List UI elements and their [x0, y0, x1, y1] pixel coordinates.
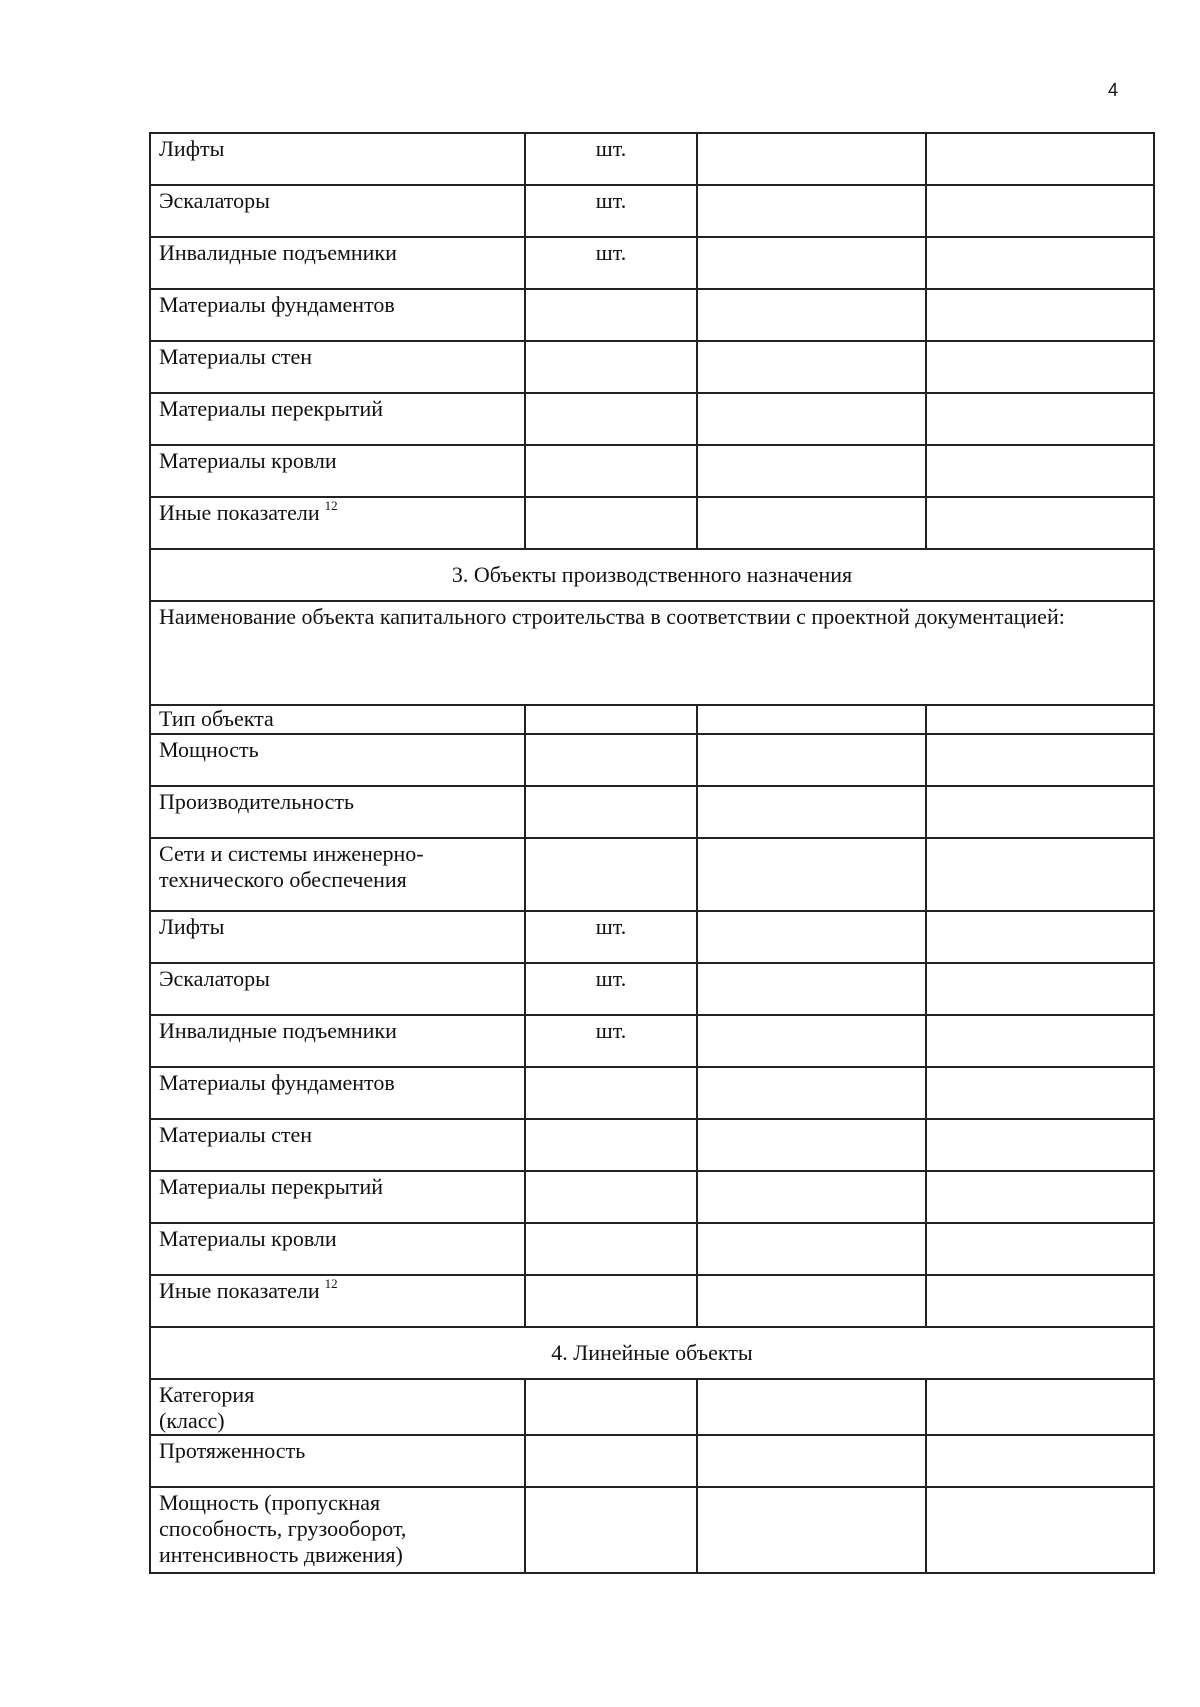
table-row — [151, 1120, 1155, 1172]
row-label: Сети и системы инженерно- — [159, 841, 424, 866]
value-cell[interactable] — [698, 290, 927, 340]
unit-cell — [526, 1380, 698, 1434]
value-cell[interactable] — [927, 787, 1155, 837]
value-cell[interactable] — [927, 446, 1155, 496]
row-label: Мощность — [151, 735, 526, 785]
row-label: Тип объекта — [151, 706, 526, 733]
value-cell[interactable] — [927, 706, 1155, 733]
footnote-mark: 12 — [324, 1276, 338, 1291]
unit-cell — [526, 1488, 698, 1572]
section-header-row — [151, 550, 1155, 602]
table-row — [151, 394, 1155, 446]
table-row — [151, 706, 1155, 735]
table-row — [151, 446, 1155, 498]
value-cell[interactable] — [927, 186, 1155, 236]
unit-cell — [526, 787, 698, 837]
row-label: Производительность — [151, 787, 526, 837]
table-row — [151, 912, 1155, 964]
unit-cell: шт. — [526, 912, 698, 962]
row-label: Категория — [159, 1382, 255, 1407]
row-label: Материалы фундаментов — [151, 1068, 526, 1118]
value-cell[interactable] — [927, 735, 1155, 785]
value-cell[interactable] — [698, 839, 927, 910]
row-label: Материалы кровли — [151, 1224, 526, 1274]
value-cell[interactable] — [927, 1172, 1155, 1222]
value-cell[interactable] — [927, 1120, 1155, 1170]
unit-cell: шт. — [526, 186, 698, 236]
value-cell[interactable] — [698, 1436, 927, 1486]
footnote-mark: 12 — [324, 498, 338, 513]
object-name-cell[interactable] — [151, 602, 1155, 704]
value-cell[interactable] — [927, 394, 1155, 444]
table-row — [151, 238, 1155, 290]
table-row — [151, 1436, 1155, 1488]
table-row — [151, 134, 1155, 186]
section-header-row — [151, 1328, 1155, 1380]
value-cell[interactable] — [698, 1380, 927, 1434]
unit-cell — [526, 290, 698, 340]
unit-cell: шт. — [526, 134, 698, 184]
unit-cell — [526, 1436, 698, 1486]
table-row — [151, 498, 1155, 550]
object-name-row — [151, 602, 1155, 706]
row-label: Эскалаторы — [151, 964, 526, 1014]
table-row — [151, 1380, 1155, 1436]
table-row — [151, 1224, 1155, 1276]
unit-cell — [526, 1276, 698, 1326]
unit-cell: шт. — [526, 964, 698, 1014]
indicators-table — [149, 132, 1155, 1574]
row-label: Материалы перекрытий — [151, 394, 526, 444]
row-label: Лифты — [151, 134, 526, 184]
value-cell[interactable] — [698, 134, 927, 184]
value-cell[interactable] — [698, 787, 927, 837]
value-cell[interactable] — [698, 1068, 927, 1118]
unit-cell — [526, 839, 698, 910]
value-cell[interactable] — [698, 1276, 927, 1326]
value-cell[interactable] — [698, 706, 927, 733]
value-cell[interactable] — [927, 912, 1155, 962]
table-row — [151, 964, 1155, 1016]
value-cell[interactable] — [927, 1016, 1155, 1066]
value-cell[interactable] — [927, 238, 1155, 288]
row-label: Эскалаторы — [151, 186, 526, 236]
section-title: 3. Объекты производственного назначения — [151, 550, 1155, 600]
unit-cell — [526, 1172, 698, 1222]
value-cell[interactable] — [698, 912, 927, 962]
value-cell[interactable] — [698, 1016, 927, 1066]
row-label: Иные показатели — [159, 500, 320, 525]
object-name-label: Наименование объекта капитального строительства в соответствии с проектной — [159, 604, 910, 629]
value-cell[interactable] — [698, 342, 927, 392]
value-cell[interactable] — [927, 1224, 1155, 1274]
unit-cell — [526, 735, 698, 785]
value-cell[interactable] — [927, 1068, 1155, 1118]
table-row — [151, 787, 1155, 839]
table-row — [151, 1172, 1155, 1224]
table-row — [151, 1016, 1155, 1068]
row-label: Материалы стен — [151, 342, 526, 392]
unit-cell: шт. — [526, 1016, 698, 1066]
row-label: Материалы фундаментов — [151, 290, 526, 340]
table-row — [151, 735, 1155, 787]
unit-cell — [526, 342, 698, 392]
value-cell[interactable] — [698, 1120, 927, 1170]
table-row — [151, 1276, 1155, 1328]
unit-cell — [526, 1224, 698, 1274]
table-row — [151, 290, 1155, 342]
value-cell[interactable] — [698, 1224, 927, 1274]
unit-cell — [526, 446, 698, 496]
value-cell[interactable] — [927, 1276, 1155, 1326]
unit-cell — [526, 1120, 698, 1170]
unit-cell — [526, 498, 698, 548]
object-name-label-cont: документацией: — [915, 604, 1065, 629]
row-label-cont: интенсивность движения) — [159, 1542, 403, 1567]
row-label-cell — [151, 839, 526, 910]
unit-cell — [526, 394, 698, 444]
table-row — [151, 186, 1155, 238]
row-label: Инвалидные подъемники — [151, 1016, 526, 1066]
value-cell[interactable] — [927, 498, 1155, 548]
unit-cell — [526, 1068, 698, 1118]
unit-cell — [526, 706, 698, 733]
row-label: Иные показатели — [159, 1278, 320, 1303]
value-cell[interactable] — [698, 186, 927, 236]
value-cell[interactable] — [927, 290, 1155, 340]
value-cell[interactable] — [698, 238, 927, 288]
table-row — [151, 1068, 1155, 1120]
row-label: Мощность (пропускная — [159, 1490, 381, 1515]
row-label: Материалы перекрытий — [151, 1172, 526, 1222]
value-cell[interactable] — [927, 342, 1155, 392]
row-label: Протяженность — [151, 1436, 526, 1486]
section-title: 4. Линейные объекты — [151, 1328, 1155, 1378]
value-cell[interactable] — [927, 964, 1155, 1014]
row-label-cont: (класс) — [159, 1408, 225, 1433]
row-label: Материалы кровли — [151, 446, 526, 496]
row-label-cont: технического обеспечения — [159, 867, 407, 892]
value-cell[interactable] — [698, 394, 927, 444]
value-cell[interactable] — [927, 134, 1155, 184]
row-label: Лифты — [151, 912, 526, 962]
value-cell[interactable] — [698, 498, 927, 548]
row-label-cont: способность, грузооборот, — [159, 1516, 407, 1541]
unit-cell: шт. — [526, 238, 698, 288]
value-cell[interactable] — [698, 735, 927, 785]
value-cell[interactable] — [927, 1380, 1155, 1434]
table-row — [151, 839, 1155, 912]
value-cell[interactable] — [698, 446, 927, 496]
value-cell[interactable] — [927, 1488, 1155, 1572]
value-cell[interactable] — [927, 839, 1155, 910]
row-label: Инвалидные подъемники — [151, 238, 526, 288]
row-label-cell — [151, 1488, 526, 1572]
row-label-cell — [151, 1276, 526, 1326]
value-cell[interactable] — [698, 964, 927, 1014]
page-number: 4 — [1108, 80, 1119, 100]
table-row — [151, 342, 1155, 394]
value-cell[interactable] — [927, 1436, 1155, 1486]
row-label-cell — [151, 1380, 526, 1434]
value-cell[interactable] — [698, 1172, 927, 1222]
row-label-cell — [151, 498, 526, 548]
row-label: Материалы стен — [151, 1120, 526, 1170]
value-cell[interactable] — [698, 1488, 927, 1572]
table-row — [151, 1488, 1155, 1574]
